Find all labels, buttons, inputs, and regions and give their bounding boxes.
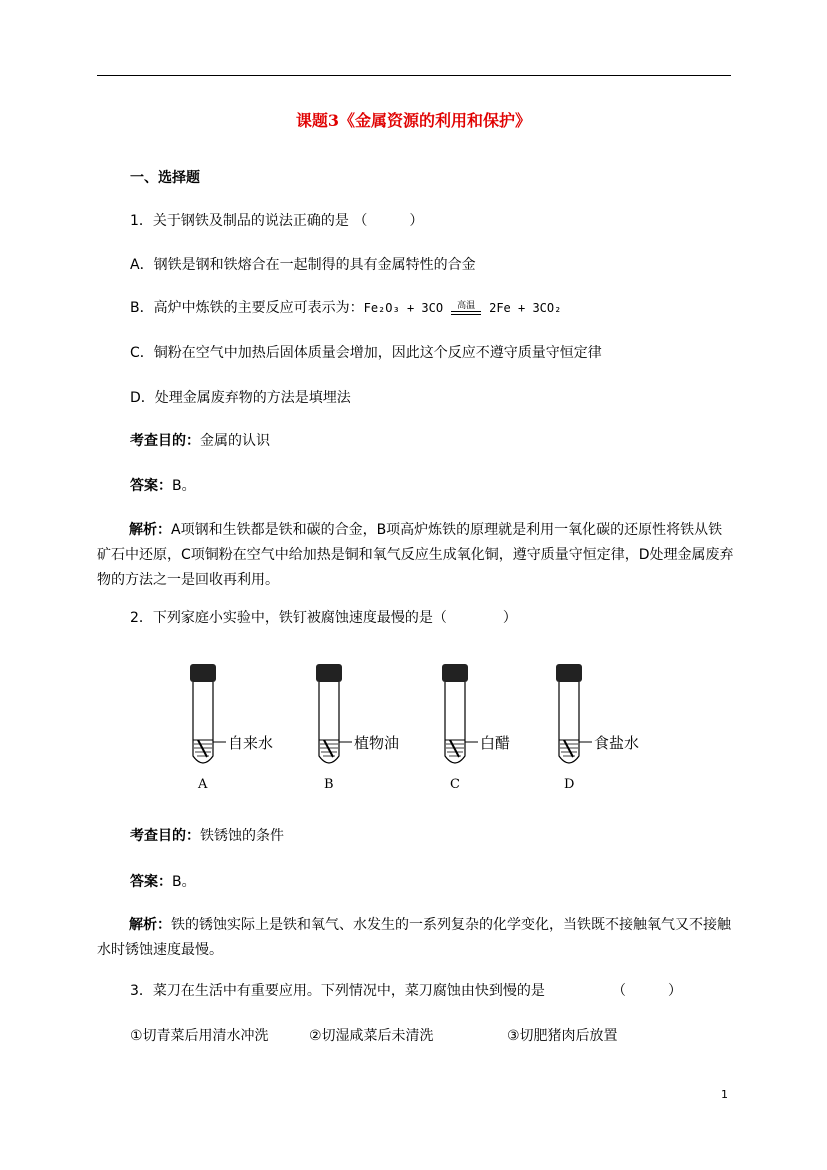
- q3-option-1: ①切青菜后用清水冲洗: [130, 1028, 269, 1044]
- liquid-label: 自来水: [228, 734, 274, 752]
- q1-option-c: C．铜粉在空气中加热后固体质量会增加，因此这个反应不遵守质量守恒定律: [130, 345, 602, 361]
- q3-option-3: ③切肥猪肉后放置: [507, 1028, 618, 1044]
- page-number: 1: [721, 1088, 728, 1101]
- liquid-label: 植物油: [354, 734, 400, 752]
- q3-stem: 3．菜刀在生活中有重要应用。下列情况中，菜刀腐蚀由快到慢的是: [130, 983, 545, 999]
- q1-stem: 1．关于钢铁及制品的说法正确的是 （ ）: [130, 213, 424, 229]
- equals-sign: [451, 311, 481, 315]
- test-tube-c: [442, 664, 510, 792]
- header-rule: [97, 75, 731, 76]
- analysis-label: 解析：: [129, 522, 171, 538]
- tube-letter: A: [198, 777, 208, 792]
- q1-option-a: A．钢铁是钢和铁熔合在一起制得的具有金属特性的合金: [130, 257, 476, 273]
- q2-answer: [130, 874, 196, 890]
- purpose-label: 考查目的：: [130, 433, 200, 449]
- answer-text: B。: [172, 478, 196, 494]
- analysis-text: 铁的锈蚀实际上是铁和氧气、水发生的一系列复杂的化学变化，当铁既不接触氧气又不接触水时锈蚀速度最慢。: [97, 917, 731, 958]
- q1-equation-condition: [451, 301, 481, 315]
- q1-purpose: [130, 433, 270, 449]
- answer-text: B。: [172, 874, 196, 890]
- tube-letter: B: [324, 777, 334, 792]
- purpose-text: 铁锈蚀的条件: [200, 828, 284, 844]
- test-tube-figure: [180, 660, 670, 795]
- q1-option-b: [130, 300, 561, 316]
- q2-stem: 2．下列家庭小实验中，铁钉被腐蚀速度最慢的是（ ）: [130, 610, 517, 626]
- q2-purpose: [130, 828, 284, 844]
- q1-equation-lhs: Fe₂O₃ + 3CO: [363, 301, 444, 315]
- analysis-text: A项钢和生铁都是铁和碳的合金，B项高炉炼铁的原理就是利用一氧化碳的还原性将铁从铁矿石中还原，C项铜粉在空气中给加热是铜和氧气反应生成氧化铜，遵守质量守恒定律，D处理金属废弃物的方法之一是回收再利用。: [97, 522, 734, 588]
- purpose-text: 金属的认识: [200, 433, 270, 449]
- q3-option-2: ②切湿咸菜后未清洗: [309, 1028, 434, 1044]
- page-title: 课题3《金属资源的利用和保护》: [295, 111, 532, 130]
- q1-option-d: D．处理金属废弃物的方法是填埋法: [130, 390, 351, 406]
- tube-letter: C: [450, 777, 460, 792]
- q3-answer-blank: （ ）: [612, 983, 682, 999]
- liquid-label: 食盐水: [594, 734, 640, 752]
- q1-analysis: [97, 518, 734, 593]
- condition-text: 高温: [457, 301, 476, 311]
- q1-equation-rhs: 2Fe + 3CO₂: [489, 301, 562, 315]
- q1-option-b-prefix: B．高炉中炼铁的主要反应可表示为：: [130, 300, 364, 316]
- purpose-label: 考查目的：: [130, 828, 200, 844]
- test-tube-b: [316, 664, 399, 792]
- liquid-label: 白醋: [480, 734, 511, 752]
- q2-analysis: [97, 913, 734, 963]
- test-tube-a: [190, 664, 273, 792]
- test-tube-d: [556, 664, 639, 792]
- section-heading: 一、选择题: [130, 170, 200, 186]
- analysis-label: 解析：: [129, 917, 171, 933]
- answer-label: 答案：: [130, 478, 172, 494]
- q1-answer: [130, 478, 196, 494]
- tube-letter: D: [564, 777, 575, 792]
- answer-label: 答案：: [130, 874, 172, 890]
